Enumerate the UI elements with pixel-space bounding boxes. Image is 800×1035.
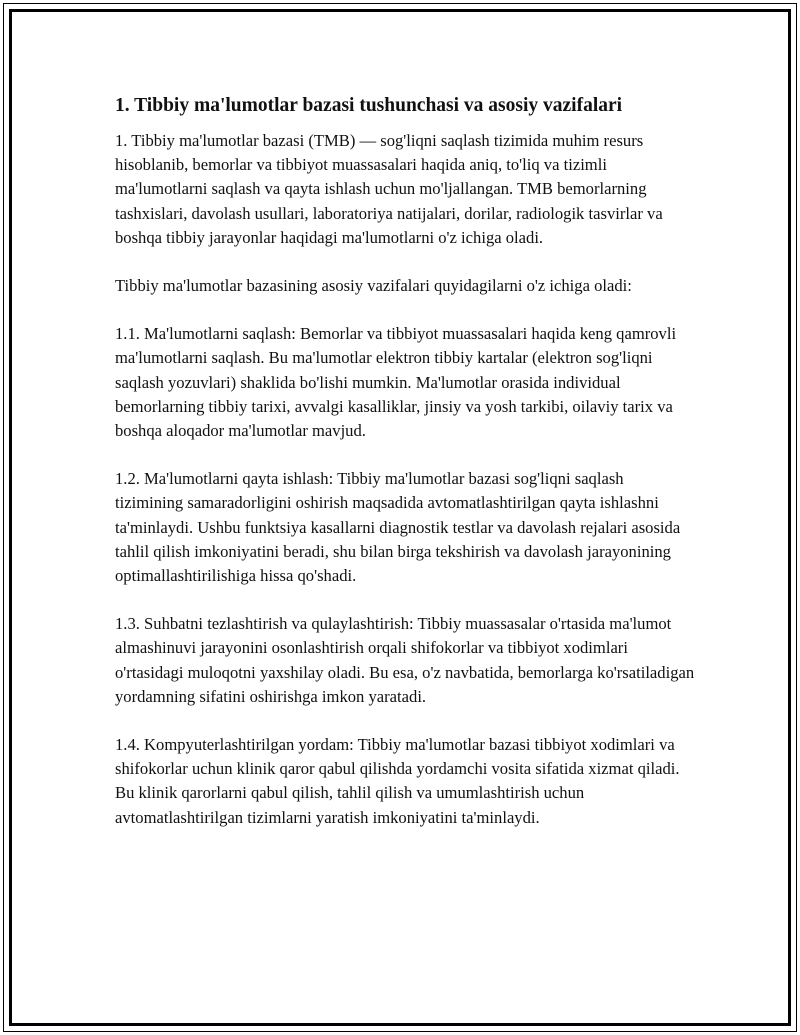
paragraph-communication: 1.3. Suhbatni tezlashtirish va qulaylashtirish: Tibbiy muassasalar o'rtasida ma'lumot almashinuvi jarayonini osonlashtirish orqali shifokorlar va tibbiyot xodimlari o'rtasidagi muloqotni yaxshilay oladi. Bu esa, o'z navbatida, bemorlarga ko'rsatiladigan yordamning sifatini oshirishga imkon yaratadi.: [115, 614, 695, 706]
paragraph-computer-aid: 1.4. Kompyuterlashtirilgan yordam: Tibbiy ma'lumotlar bazasi tibbiyot xodimlari va shifokorlar uchun klinik qaror qabul qilishda yordamchi vosita sifatida xizmat qiladi. Bu klinik qarorlarni qabul qilish, tahlil qilish va umumlashtirish uchun avtomatlashtirilgan tizimlarni yaratish imkoniyatini ta'minlaydi.: [115, 735, 680, 827]
paragraph-intro: 1. Tibbiy ma'lumotlar bazasi (TMB) — sog'liqni saqlash tizimida muhim resurs hisoblanib, bemorlar va tibbiyot muassasalari haqida aniq, to'liq va tizimli ma'lumotlarni saqlash va qayta ishlash uchun mo'ljallangan. TMB bemorlarning tashxislari, davolash usullari, laboratoriya natijalari, dorilar, radiologik tasvirlar va boshqa tibbiy jarayonlar haqidagi ma'lumotlarni o'z ichiga oladi.: [115, 131, 663, 247]
paragraph-tasks-lead: Tibbiy ma'lumotlar bazasining asosiy vazifalari quyidagilarni o'z ichiga oladi:: [115, 276, 632, 296]
paragraph-data-storage: 1.1. Ma'lumotlarni saqlash: Bemorlar va tibbiyot muassasalari haqida keng qamrovli ma'lumotlarni saqlash. Bu ma'lumotlar elektron tibbiy kartalar (elektron sog'liqni saqlash yozuvlari) shaklida bo'lishi mumkin. Ma'lumotlar orasida individual bemorlarning tibbiy tarixi, avvalgi kasalliklar, jinsiy va yosh tarkibi, oilaviy tarix va boshqa aloqador ma'lumotlar mavjud.: [115, 324, 677, 441]
section-heading: 1. Tibbiy ma'lumotlar bazasi tushunchasi va asosiy vazifalari: [115, 95, 623, 116]
document-body: [115, 93, 695, 830]
paragraph-data-processing: 1.2. Ma'lumotlarni qayta ishlash: Tibbiy ma'lumotlar bazasi sog'liqni saqlash tizimining samaradorligini oshirish maqsadida avtomatlashtirilgan qayta ishlashni ta'minlaydi. Ushbu funktsiya kasallarni diagnostik testlar va davolash rejalari asosida tahlil qilish imkoniyatini beradi, shu bilan birga tekshirish va davolash jarayonining optimallashtirilishiga hissa qo'shadi.: [115, 469, 681, 586]
